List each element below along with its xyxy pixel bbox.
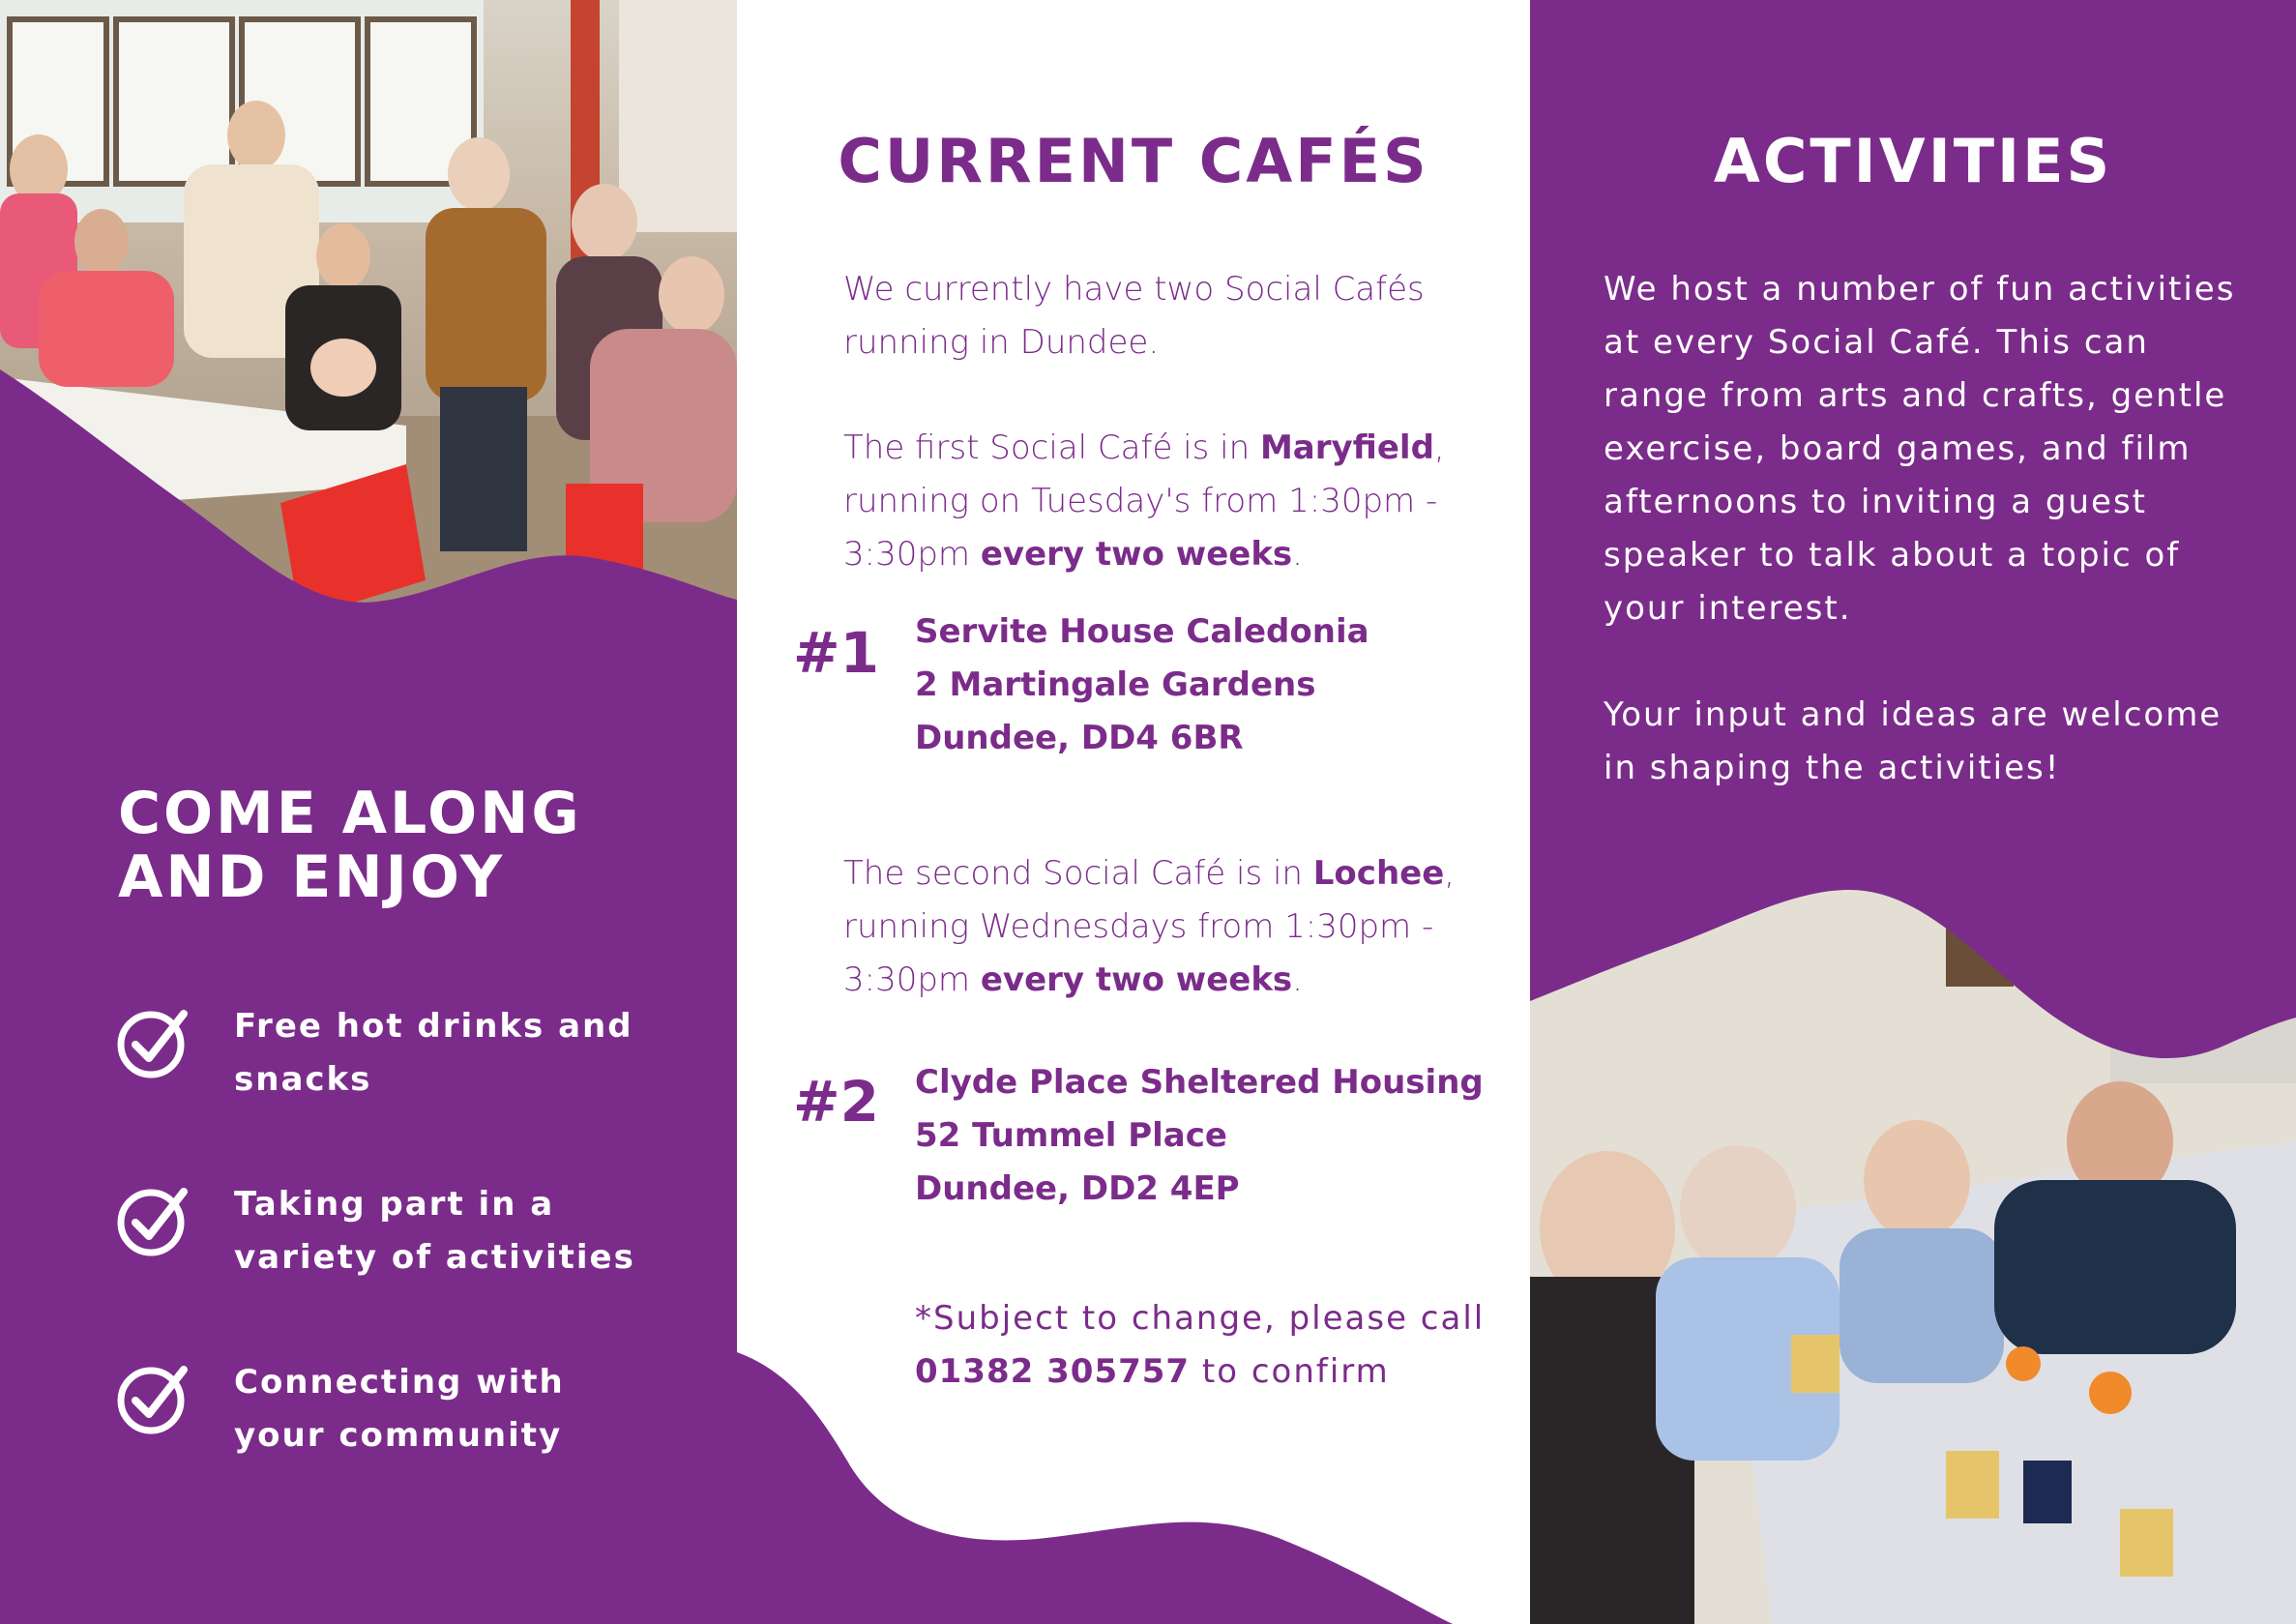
activities-title: ACTIVITIES (1713, 126, 2113, 196)
cafe2-end: . (1292, 960, 1303, 999)
middle-panel (737, 0, 1530, 1624)
cafe1-text: The first Social Café is in (843, 428, 1260, 467)
cafe2-frequency: every two weeks (980, 960, 1293, 999)
benefit-text: Free hot drinks and snacks (234, 1007, 633, 1099)
address-line: Servite House Caledonia (915, 612, 1369, 651)
cafe1-time: , running on Tuesday's from 1:30pm - 3:30pm (843, 428, 1445, 574)
come-along-title: COME ALONG AND ENJOY (118, 780, 582, 911)
cafe1-location: Maryfield (1259, 428, 1434, 467)
note-text-end: to confirm (1190, 1352, 1390, 1391)
benefit-community (114, 1356, 656, 1472)
address-line: 52 Tummel Place (915, 1116, 1227, 1155)
purple-top-wave (1530, 0, 2296, 1624)
current-cafes-title: CURRENT CAFÉS (838, 126, 1429, 196)
address-line: Dundee, DD2 4EP (915, 1169, 1240, 1208)
address-line: Clyde Place Sheltered Housing (915, 1063, 1484, 1102)
phone-number[interactable]: 01382 305757 (915, 1352, 1191, 1391)
cafe1-number: #1 (793, 620, 879, 686)
check-circle-icon (114, 1004, 191, 1081)
cafe2-number: #2 (793, 1069, 879, 1135)
check-circle-icon (114, 1360, 191, 1437)
cafe2-time: , running Wednesdays from 1:30pm - 3:30pm (843, 854, 1456, 999)
check-circle-icon (114, 1182, 191, 1259)
benefit-text: Taking part in a variety of activities (234, 1185, 635, 1277)
activities-input-text: Your input and ideas are welcome in shaping the activities! (1604, 695, 2222, 787)
purple-bottom-wave (737, 0, 1530, 1624)
cafe2-location: Lochee (1312, 854, 1445, 893)
left-panel (0, 0, 737, 1624)
intro-text: We currently have two Social Cafés running in Dundee. (843, 270, 1425, 362)
cafe1-end: . (1292, 535, 1303, 574)
benefit-free-drinks (114, 1000, 656, 1116)
address-line: Dundee, DD4 6BR (915, 719, 1244, 757)
cafe1-frequency: every two weeks (980, 535, 1293, 574)
cafe2-text: The second Social Café is in (843, 854, 1313, 893)
address-line: 2 Martingale Gardens (915, 665, 1316, 704)
note-text: *Subject to change, please call (915, 1299, 1486, 1338)
right-panel (1530, 0, 2296, 1624)
activities-description: We host a number of fun activities at every Social Café. This can range from arts and crafts, gentle exercise, board games, and film afternoons to inviting a guest speaker to talk about a topic of your interest. (1604, 270, 2236, 628)
benefit-text: Connecting with your community (234, 1363, 565, 1455)
benefit-activities (114, 1178, 656, 1294)
